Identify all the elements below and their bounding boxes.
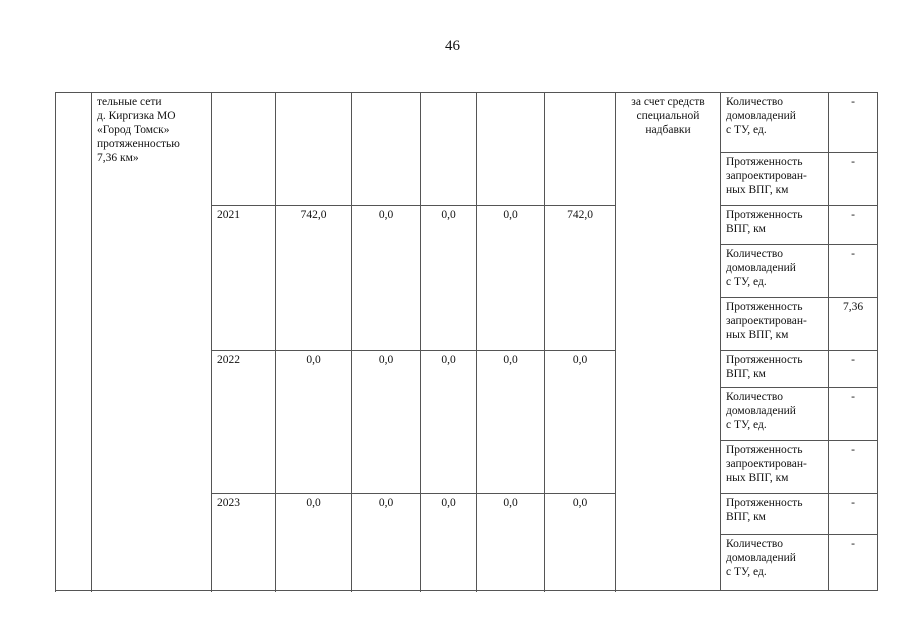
indicator-name-line: Протяженность (726, 444, 803, 456)
indicator-value-cell: - (829, 388, 878, 441)
value-cell (352, 93, 421, 206)
indicator-name-line: ВПГ, км (726, 511, 766, 523)
value-cell: 0,0 (545, 494, 616, 591)
indicator-value-cell: - (829, 535, 878, 591)
funding-source-line: специальной (636, 110, 700, 122)
value-cell: 742,0 (276, 206, 352, 351)
value-cell (421, 93, 477, 206)
page-number: 46 (445, 38, 460, 54)
value-cell: 0,0 (352, 351, 421, 494)
value-cell: 0,0 (421, 494, 477, 591)
indicator-name-line: Протяженность (726, 209, 803, 221)
indicator-name-line: домовладений (726, 552, 796, 564)
project-name-line: д. Киргизка МО (97, 110, 176, 122)
value-cell: 0,0 (421, 351, 477, 494)
project-name-line: тельные сети (97, 96, 162, 108)
indicator-value-cell: - (829, 93, 878, 153)
indicator-name-cell (721, 351, 829, 388)
indicator-name-cell (721, 153, 829, 206)
value-cell: 0,0 (477, 351, 545, 494)
indicator-value-cell: - (829, 153, 878, 206)
year-cell: 2021 (212, 206, 276, 351)
indicator-name-cell (721, 494, 829, 535)
year-cell: 2023 (212, 494, 276, 591)
value-cell: 0,0 (276, 351, 352, 494)
funding-source-line: надбавки (645, 124, 691, 136)
funding-source-cell (616, 93, 721, 591)
value-cell (276, 93, 352, 206)
table-row (56, 93, 878, 153)
indicator-name-line: Количество (726, 391, 783, 403)
indicator-name-cell (721, 298, 829, 351)
value-cell: 0,0 (477, 494, 545, 591)
indicator-name-line: Протяженность (726, 497, 803, 509)
indicator-name-line: Протяженность (726, 301, 803, 313)
year-cell: 2022 (212, 351, 276, 494)
indicator-name-line: ных ВПГ, км (726, 184, 789, 196)
indicator-name-line: с ТУ, ед. (726, 276, 767, 288)
value-cell: 0,0 (352, 206, 421, 351)
indicator-value-cell: - (829, 441, 878, 494)
program-table (55, 92, 878, 591)
indicator-name-line: запроектирован- (726, 170, 807, 182)
indicator-name-cell (721, 245, 829, 298)
indicator-name-cell (721, 93, 829, 153)
indicator-value-cell: - (829, 206, 878, 245)
indicator-name-line: Количество (726, 96, 783, 108)
funding-source-line: за счет средств (631, 96, 705, 108)
value-cell: 0,0 (545, 351, 616, 494)
indicator-name-line: запроектирован- (726, 458, 807, 470)
value-cell: 0,0 (352, 494, 421, 591)
project-name-line: 7,36 км» (97, 152, 139, 164)
indicator-name-line: домовладений (726, 405, 796, 417)
project-name-line: протяженностью (97, 138, 180, 150)
indicator-name-cell (721, 535, 829, 591)
indicator-value-cell: - (829, 494, 878, 535)
indicator-name-cell (721, 441, 829, 494)
indicator-name-line: Количество (726, 248, 783, 260)
project-name-cell (92, 93, 212, 591)
indicator-name-line: с ТУ, ед. (726, 419, 767, 431)
indicator-value-cell: 7,36 (829, 298, 878, 351)
value-cell (545, 93, 616, 206)
index-cell (56, 93, 92, 591)
value-cell: 742,0 (545, 206, 616, 351)
indicator-name-line: ных ВПГ, км (726, 472, 789, 484)
value-cell: 0,0 (421, 206, 477, 351)
indicator-name-cell (721, 388, 829, 441)
indicator-value-cell: - (829, 351, 878, 388)
indicator-value-cell: - (829, 245, 878, 298)
value-cell: 0,0 (477, 206, 545, 351)
indicator-name-line: ВПГ, км (726, 223, 766, 235)
value-cell (477, 93, 545, 206)
indicator-name-line: домовладений (726, 262, 796, 274)
indicator-name-line: Протяженность (726, 354, 803, 366)
indicator-name-line: с ТУ, ед. (726, 124, 767, 136)
indicator-name-line: запроектирован- (726, 315, 807, 327)
value-cell: 0,0 (276, 494, 352, 591)
project-name-line: «Город Томск» (97, 124, 170, 136)
indicator-name-line: домовладений (726, 110, 796, 122)
indicator-name-line: ных ВПГ, км (726, 329, 789, 341)
year-cell (212, 93, 276, 206)
indicator-name-line: ВПГ, км (726, 368, 766, 380)
indicator-name-line: Количество (726, 538, 783, 550)
indicator-name-line: с ТУ, ед. (726, 566, 767, 578)
indicator-name-cell (721, 206, 829, 245)
indicator-name-line: Протяженность (726, 156, 803, 168)
